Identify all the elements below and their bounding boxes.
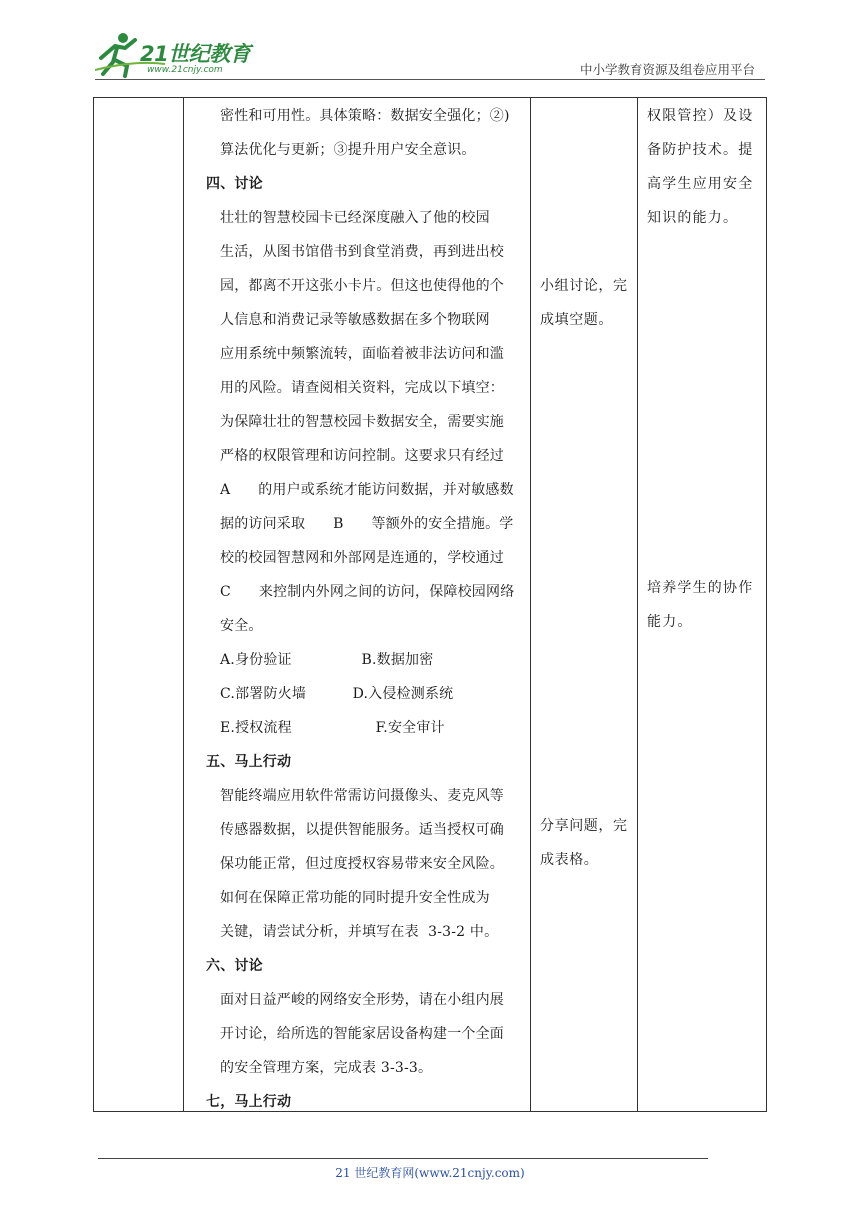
- goal-text: 备防护技术。提: [647, 142, 754, 158]
- content-line: 为保障壮壮的智慧校园卡数据安全，需要实施: [220, 414, 504, 430]
- goal-text: 高学生应用安全: [647, 176, 754, 192]
- content-line: 开讨论，给所选的智能家居设备构建一个全面: [220, 1026, 504, 1042]
- column-divider-3: [637, 97, 638, 1112]
- goal-text: 能力。: [647, 614, 693, 630]
- section-heading: 五、马上行动: [206, 754, 292, 770]
- logo-url: www.21cnjy.com: [147, 65, 223, 75]
- content-line: 应用系统中频繁流转，面临着被非法访问和滥: [220, 346, 504, 362]
- content-line: 关键，请尝试分析，并填写在表 3-3-2 中。: [220, 924, 499, 940]
- activity-text: 分享问题，完: [540, 818, 628, 834]
- content-line: 传感器数据，以提供智能服务。适当授权可确: [220, 822, 504, 838]
- section-heading: 四、讨论: [206, 176, 263, 192]
- content-line: 如何在保障正常功能的同时提升安全性成为: [220, 890, 490, 906]
- content-line: 壮壮的智慧校园卡已经深度融入了他的校园: [220, 210, 490, 226]
- content-line: 安全。: [220, 618, 263, 634]
- content-line: 用的风险。请查阅相关资料，完成以下填空：: [220, 380, 504, 396]
- goal-text: 权限管控）及设: [647, 108, 754, 124]
- column-divider-1: [183, 97, 184, 1112]
- option-line: A.身份验证 B.数据加密: [220, 652, 434, 668]
- content-line: A 的用户或系统才能访问数据，并对敏感数: [220, 482, 514, 498]
- option-line: E.授权流程 F.安全审计: [220, 720, 445, 736]
- column-divider-2: [530, 97, 531, 1112]
- goal-text: 培养学生的协作: [647, 580, 754, 596]
- section-heading: 七，马上行动: [206, 1094, 292, 1110]
- content-line: 密性和可用性。具体策略：数据安全强化；②): [220, 108, 510, 124]
- footer-divider: [98, 1158, 708, 1159]
- content-line: 校的校园智慧网和外部网是连通的，学校通过: [220, 550, 504, 566]
- platform-name: 中小学教育资源及组卷应用平台: [579, 62, 755, 77]
- header-divider: [95, 79, 765, 80]
- activity-text: 小组讨论，完: [540, 278, 628, 294]
- activity-text: 成表格。: [540, 852, 599, 868]
- content-line: 的安全管理方案，完成表 3-3-3。: [220, 1060, 433, 1076]
- content-line: 据的访问采取 B 等额外的安全措施。学: [220, 516, 514, 532]
- content-line: 人信息和消费记录等敏感数据在多个物联网: [220, 312, 490, 328]
- page-header: [0, 0, 860, 90]
- content-line: 算法优化与更新；③提升用户安全意识。: [220, 142, 476, 158]
- activity-text: 成填空题。: [540, 312, 613, 328]
- content-line: 智能终端应用软件常需访问摄像头、麦克风等: [220, 788, 504, 804]
- section-heading: 六、讨论: [206, 958, 263, 974]
- logo-text: 21世纪教育: [140, 42, 251, 66]
- content-line: 严格的权限管理和访问控制。这要求只有经过: [220, 448, 504, 464]
- option-line: C.部署防火墙 D.入侵检测系统: [220, 686, 454, 702]
- content-line: 生活，从图书馆借书到食堂消费，再到进出校: [220, 244, 504, 260]
- content-line: 保功能正常，但过度授权容易带来安全风险。: [220, 856, 504, 872]
- content-line: 面对日益严峻的网络安全形势，请在小组内展: [220, 992, 504, 1008]
- footer-link[interactable]: 21 世纪教育网(www.21cnjy.com): [335, 1166, 525, 1180]
- goal-text: 知识的能力。: [647, 210, 739, 226]
- content-line: 园，都离不开这张小卡片。但这也使得他的个: [220, 278, 504, 294]
- content-line: C 来控制内外网之间的访问，保障校园网络: [220, 584, 515, 600]
